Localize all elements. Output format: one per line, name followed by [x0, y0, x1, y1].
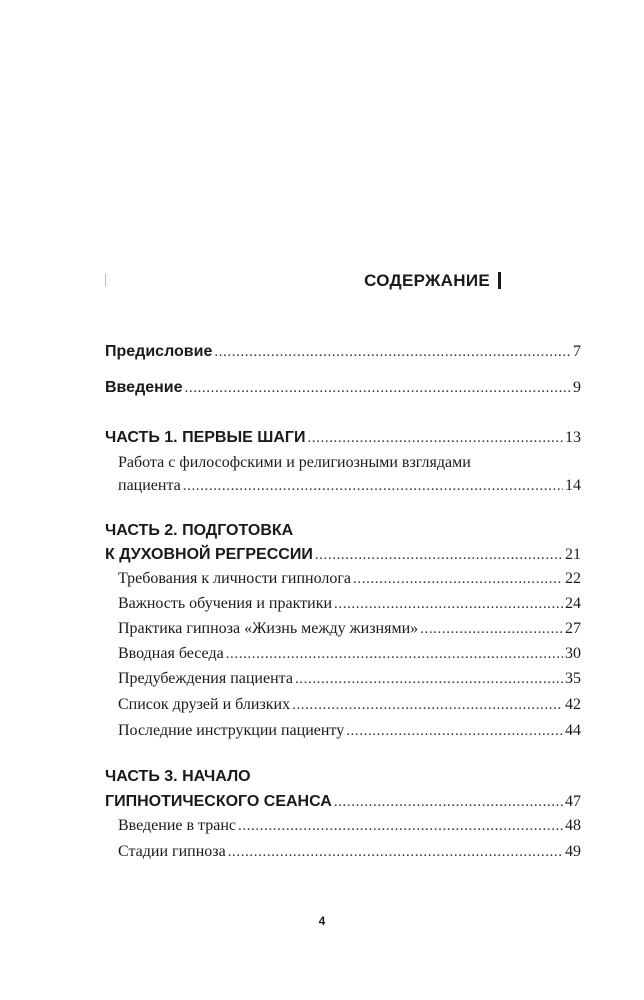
toc-page-number: 13: [565, 429, 581, 446]
toc-subentry[interactable]: [118, 696, 581, 714]
toc-entry-label: Введение: [105, 379, 183, 396]
dot-leader: [185, 380, 571, 397]
toc-subentry[interactable]: [118, 595, 581, 613]
toc-entry-label: пациента: [118, 477, 181, 494]
toc-page-number: 21: [565, 546, 581, 563]
toc-subentry[interactable]: [118, 817, 581, 835]
toc-entry-part2[interactable]: [105, 546, 581, 564]
toc-subentry[interactable]: [118, 645, 581, 663]
dot-leader: [334, 794, 563, 811]
toc-part2-heading-line: ЧАСТЬ 2. ПОДГОТОВКА: [105, 522, 294, 539]
toc-entry-label: ГИПНОТИЧЕСКОГО СЕАНСА: [105, 793, 332, 810]
toc-page-number: 35: [565, 670, 581, 687]
toc-entry-label: Практика гипноза «Жизнь между жизнями»: [118, 620, 419, 637]
toc-entry-label: Стадии гипноза: [118, 843, 226, 860]
dot-leader: [214, 344, 571, 361]
dot-leader: [307, 430, 563, 447]
dot-leader: [346, 723, 563, 740]
dot-leader: [228, 844, 563, 861]
toc-page-number: 24: [565, 595, 581, 612]
toc-page-number: 27: [565, 620, 581, 637]
toc-entry-label: Введение в транс: [118, 817, 236, 834]
toc-entry-label: Предубеждения пациента: [118, 670, 293, 687]
toc-entry-part1[interactable]: [105, 429, 581, 447]
toc-subentry[interactable]: [118, 477, 581, 495]
page-title: СОДЕРЖАНИЕ: [364, 271, 490, 290]
toc-entry-intro[interactable]: [105, 379, 581, 397]
dot-leader: [226, 646, 563, 663]
toc-entry-label: К ДУХОВНОЙ РЕГРЕССИИ: [105, 546, 313, 563]
dot-leader: [353, 571, 563, 588]
toc-subentry[interactable]: [118, 620, 581, 638]
toc-subentry[interactable]: [118, 843, 581, 861]
toc-page-number: 42: [565, 696, 581, 713]
toc-entry-part3[interactable]: [105, 793, 581, 811]
toc-entry-label: Требования к личности гипнолога: [118, 570, 352, 587]
dot-leader: [420, 621, 563, 638]
dot-leader: [295, 671, 563, 688]
toc-subentry[interactable]: [118, 570, 581, 588]
toc-subentry[interactable]: [118, 722, 581, 740]
title-bar-mark: [498, 272, 501, 289]
toc-page-number: 48: [565, 817, 581, 834]
footer-page-number: 4: [318, 914, 326, 928]
toc-page-number: 9: [573, 379, 581, 396]
toc-page-number: 22: [565, 570, 581, 587]
toc-page-number: 44: [565, 722, 581, 739]
dot-leader: [315, 547, 563, 564]
toc-entry-label: Последние инструкции пациенту: [118, 722, 345, 739]
toc-entry-label: Важность обучения и практики: [118, 595, 333, 612]
toc-entry-label: Вводная беседа: [118, 645, 224, 662]
toc-part3-heading-line: ЧАСТЬ 3. НАЧАЛО: [105, 768, 251, 785]
toc-entry-label: Предисловие: [105, 343, 213, 360]
dot-leader: [292, 697, 563, 714]
toc-subentry[interactable]: [118, 670, 581, 688]
toc-entry-label: ЧАСТЬ 1. ПЕРВЫЕ ШАГИ: [105, 429, 306, 446]
dot-leader: [334, 596, 563, 613]
toc-subentry-line: Работа с философскими и религиозными взглядами: [118, 454, 471, 471]
toc-page-number: 7: [573, 343, 581, 360]
toc-entry-label: Список друзей и близких: [118, 696, 291, 713]
toc-page-number: 47: [565, 793, 581, 810]
dot-leader: [238, 818, 563, 835]
toc-page-number: 14: [565, 477, 581, 494]
dot-leader: [183, 478, 563, 495]
toc-entry-preface[interactable]: [105, 343, 581, 361]
toc-page-number: 49: [565, 843, 581, 860]
toc-page-number: 30: [565, 645, 581, 662]
